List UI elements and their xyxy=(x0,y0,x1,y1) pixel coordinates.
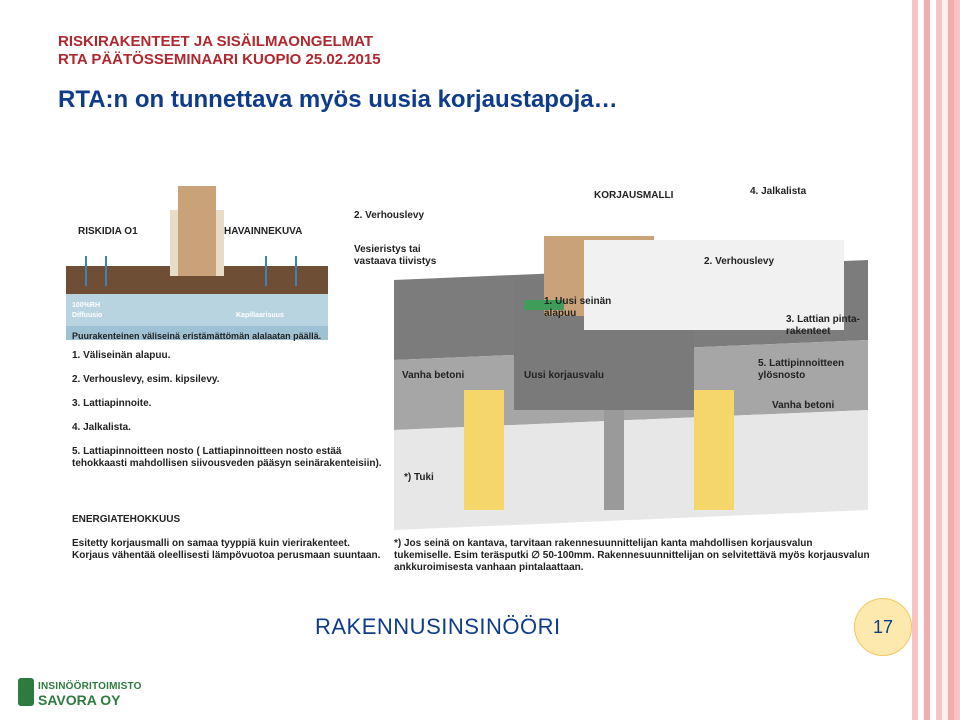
energy-text: Esitetty korjausmalli on samaa tyyppiä kuin vierirakenteet. Korjaus vähentää oleellisesti lämpövuotoa perusmaan suuntaan. xyxy=(72,538,381,561)
list-item: 4. Jalkalista. xyxy=(72,422,131,433)
label-diffuusio: Diffuusio xyxy=(72,312,103,319)
energy-title: ENERGIATEHOKKUUS xyxy=(72,514,181,525)
list-item: 1. Väliseinän alapuu. xyxy=(72,350,171,361)
label-verhouslevy-2: 2. Verhouslevy xyxy=(704,256,775,267)
slide-title: RTA:n on tunnettava myös uusia korjaustapoja… xyxy=(58,86,618,113)
list-item: 3. Lattiapinnoite. xyxy=(72,398,152,409)
label-lattian-pinta: 3. Lattian pinta-rakenteet xyxy=(786,314,860,337)
label-kapillaarisuus: Kapillaarisuus xyxy=(236,312,284,319)
logo-line-1: INSINÖÖRITOIMISTO xyxy=(38,681,142,692)
label-uusi-korjausvalu: Uusi korjausvalu xyxy=(524,370,605,381)
label-ylosnosto: 5. Lattipinnoitteen ylösnosto xyxy=(758,358,845,381)
figure-area xyxy=(66,172,872,584)
header-line-1: RISKIRAKENTEET JA SISÄILMAONGELMAT xyxy=(58,33,374,50)
list xyxy=(72,350,382,482)
label-rh: 100%RH xyxy=(72,302,101,309)
label-riskidia: RISKIDIA O1 xyxy=(78,226,138,237)
label-havainnekuva: HAVAINNEKUVA xyxy=(224,226,303,237)
decorative-stripes xyxy=(912,0,960,720)
label-jalkalista: 4. Jalkalista xyxy=(750,186,807,197)
main-figure-title: KORJAUSMALLI xyxy=(594,190,674,201)
left-figure-caption: Puurakenteinen väliseinä eristämättömän alalaatan päällä. xyxy=(72,331,322,341)
page-number: 17 xyxy=(854,598,912,656)
list-item: 5. Lattiapinnoitteen nosto ( Lattiapinnoitteen nosto estää tehokkaasti mahdollisen siivousveden pääsyn seinärakenteisiin). xyxy=(72,446,382,469)
list-item: 2. Verhouslevy, esim. kipsilevy. xyxy=(72,374,220,385)
header-line-2: RTA PÄÄTÖSSEMINAARI KUOPIO 25.02.2015 xyxy=(58,51,381,68)
footer-brand: RAKENNUSINSINÖÖRI xyxy=(315,614,561,639)
label-vanha-betoni-2: Vanha betoni xyxy=(772,400,835,411)
left-figure xyxy=(66,186,328,346)
logo xyxy=(18,676,142,710)
label-vesieristys: Vesieristys tai vastaava tiivistys xyxy=(354,244,437,267)
label-verhouslevy-1: 2. Verhouslevy xyxy=(354,210,425,221)
label-alapuu: 1. Uusi seinän alapuu xyxy=(544,296,612,319)
label-tuki: *) Tuki xyxy=(404,472,434,483)
logo-mark-icon xyxy=(18,678,34,706)
logo-line-2: SAVORA OY xyxy=(38,692,121,708)
label-vanha-betoni-1: Vanha betoni xyxy=(402,370,465,381)
note: *) Jos seinä on kantava, tarvitaan rakennesuunnittelijan kanta mahdollisen korjausvalun tukemiselle. Esim teräsputki ∅ 50-100mm. Rakennesuunnittelijan on selvitettävä myös korjausvalun ankkuroimisesta vanhaan pintalaattaan. xyxy=(394,538,870,573)
main-figure xyxy=(354,180,868,530)
